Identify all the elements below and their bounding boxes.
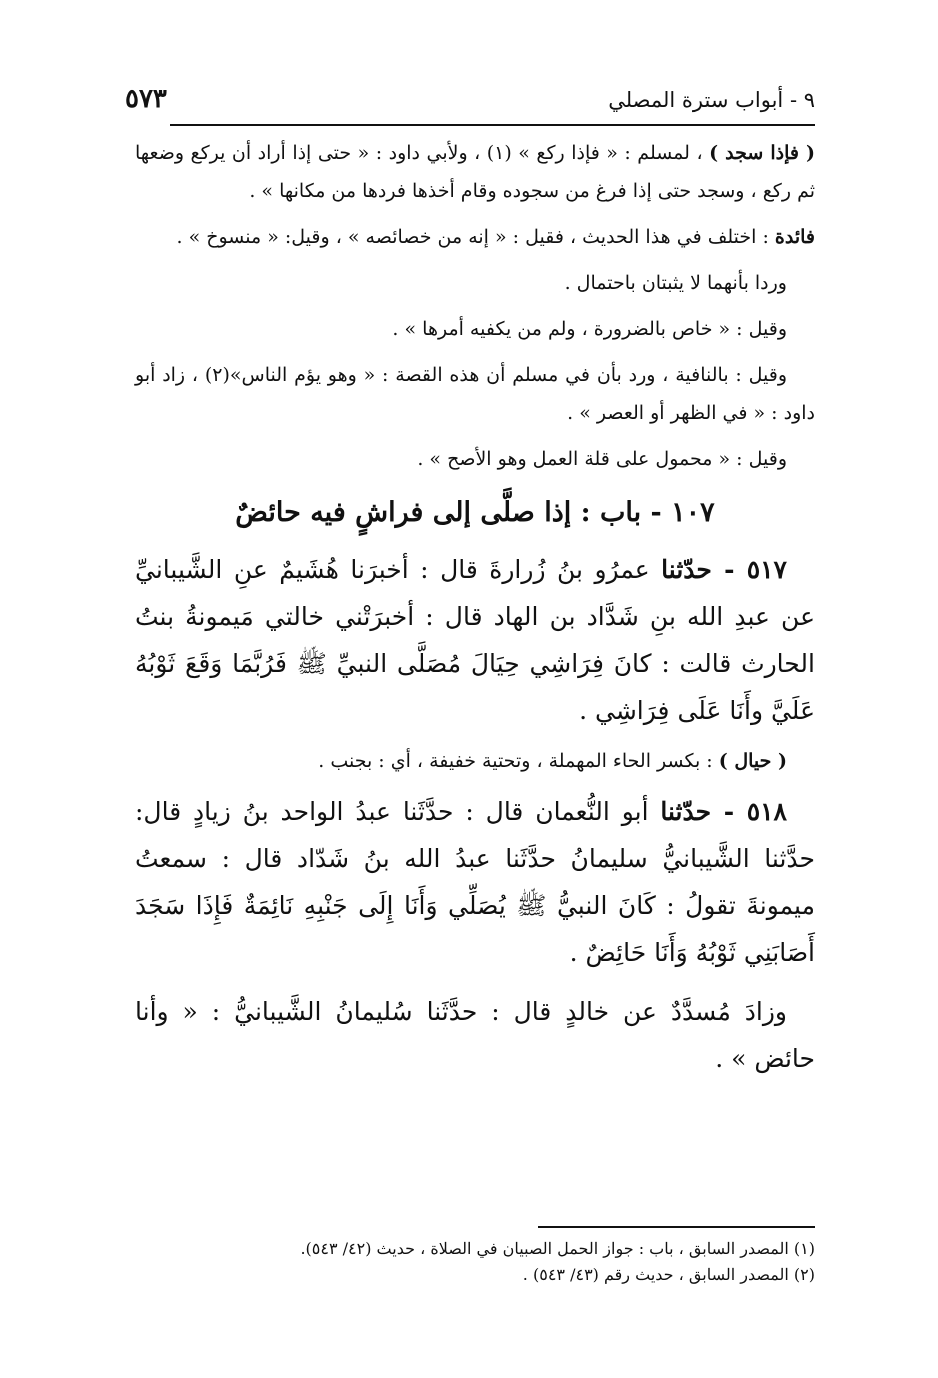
running-title: ٩ - أبواب سترة المصلي (608, 88, 815, 112)
footnote-rule (538, 1226, 815, 1228)
main-text (135, 134, 815, 1082)
hayal-note: ( حيال ) : بكسر الحاء المهملة ، وتحتية خفيفة ، أي : بجنب . (318, 750, 787, 772)
commentary-paragraph: وقيل : « خاص بالضرورة ، ولم من يكفيه أمرها » . (392, 318, 787, 340)
commentary-paragraph: وقيل : بالنافية ، ورد بأن في مسلم أن هذه القصة : « وهو يؤم الناس»(٢) ، زاد أبو داود : « في الظهر أو العصر » . (135, 364, 815, 424)
hadith-addition: وزادَ مُسدَّدٌ عن خالدٍ قال : حدَّثَنا سُليمانُ الشَّيبانيُّ : « وأنا حائض » . (135, 997, 815, 1073)
header-rule (170, 124, 815, 126)
hadith-517: ٥١٧ - حدّثنا عمرُو بنُ زُرارةَ قال : أخبرَنا هُشَيمٌ عنِ الشَّيبانيِّ عن عبدِ الله بنِ شَدَّاد بن الهاد قال : أخبرَتْني خالتي مَيمونةُ بنتُ الحارث قالت : كانَ فِرَاشِي حِيَالَ مُصَلَّى النبيِّ ﷺ فَرُبَّمَا وَقَعَ ثَوْبُهُ عَلَيَّ وأَنَا عَلَى فِرَاشِي . (135, 555, 815, 725)
benefit-paragraph: فائدة : اختلف في هذا الحديث ، فقيل : « إنه من خصائصه » ، وقيل: « منسوخ » . (176, 226, 815, 248)
footnote-2: (٢) المصدر السابق ، حديث رقم (٤٣/ ٥٤٣) . (522, 1265, 815, 1284)
commentary-paragraph: وردا بأنهما لا يثبتان باحتمال . (564, 272, 787, 294)
footnotes (135, 1236, 815, 1288)
hadith-518: ٥١٨ - حدّثنا أبو النُّعمان قال : حدَّثَنا عبدُ الواحد بنُ زيادٍ قال: حدَّثنا الشَّيبانيُّ سليمانُ حدَّثَنا عبدُ الله بنُ شَدّاد قال : سمعتُ ميمونةَ تقولُ : كَانَ النبيُّ ﷺ يُصَلِّي وَأَنَا إِلَى جَنْبِهِ نَائِمَةٌ فَإِذَا سَجَدَ أَصَابَنِي ثَوْبُهُ وَأَنَا حَائِضٌ . (135, 797, 815, 967)
page-header (125, 84, 815, 124)
chapter-heading: ١٠٧ - باب : إذا صلَّى إلى فراشٍ فيه حائضٌ (235, 497, 715, 528)
page-number: ٥٧٣ (125, 84, 167, 114)
commentary-paragraph: وقيل : « محمول على قلة العمل وهو الأصح » . (417, 448, 787, 470)
commentary-paragraph: ( فإذا سجد ) ، لمسلم : « فإذا ركع » (١) ، ولأبي داود : « حتى إذا أراد أن يركع وضعها ثم ركع ، وسجد حتى إذا فرغ من سجوده وقام أخذها فردها من مكانها » . (135, 142, 816, 202)
footnote-1: (١) المصدر السابق ، باب : جواز الحمل الصبيان في الصلاة ، حديث (٤٢/ ٥٤٣). (300, 1239, 815, 1258)
